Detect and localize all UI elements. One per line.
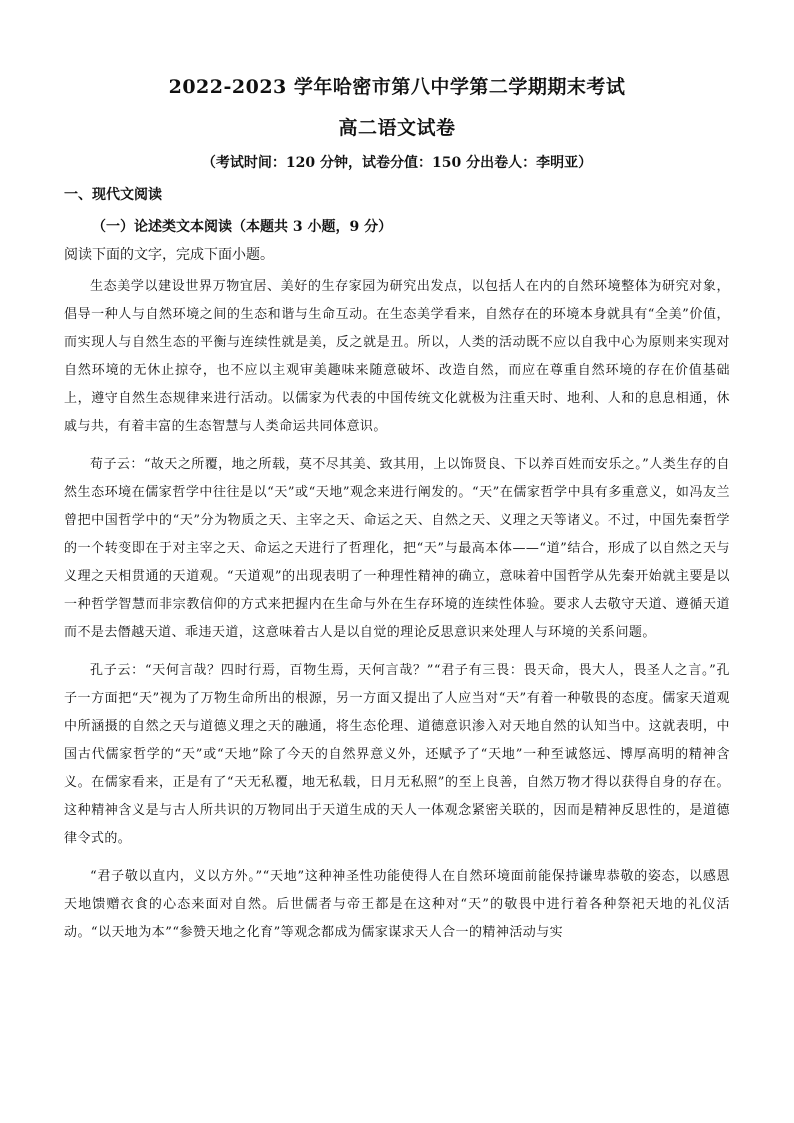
reading-instruction: 阅读下面的文字，完成下面小题。 <box>64 247 274 263</box>
exam-info: （考试时间：120 分钟，试卷分值：150 分出卷人：李明亚） <box>201 155 593 171</box>
exam-title: 2022-2023 学年哈密市第八中学第二学期期末考试 <box>168 76 626 98</box>
passage-paragraph: 孔子云：“天何言哉？四时行焉，百物生焉，天何言哉？”“君子有三畏：畏天命，畏大人，畏圣人之言。”孔子一方面把“天”视为了万物生命所出的根源，另一方面又提出了人应当对“天”有着一种敬畏的态度。儒家天道观中所涵摄的自然之天与道德义理之天的融通，将生态伦理、道德意识渗入对天地自然的认知当中。这就表明，中国古代儒家哲学的“天”或“天地”除了今天的自然界意义外，还赋予了“天地”一种至诚悠远、博厚高明的精神含义。在儒家看来，正是有了“天无私覆，地无私载，日月无私照”的至上良善，自然万物才得以获得自身的存在。这种精神含义是与古人所共识的万物同出于天道生成的天人一体观念紧密关联的，因而是精神反思性的，是道德律令式的。 <box>64 663 730 846</box>
passage-paragraph: 荀子云：“故天之所覆，地之所载，莫不尽其美、致其用，上以饰贤良、下以养百姓而安乐之。”人类生存的自然生态环境在儒家哲学中往往是以“天”或“天地”观念来进行阐发的。“天”在儒家哲学中具有多重意义，如冯友兰曾把中国哲学中的“天”分为物质之天、主宰之天、命运之天、自然之天、义理之天等诸义。不过，中国先秦哲学的一个转变即在于对主宰之天、命运之天进行了哲理化，把“天”与最高本体——“道”结合，形成了以自然之天与义理之天相贯通的天道观。“天道观”的出现表明了一种理性精神的确立，意味着中国哲学从先秦开始就主要是以一种哲学智慧而非宗教信仰的方式来把握内在生命与外在生存环境的连续性体验。要求人去敬守天道、遵循天道而不是去僭越天道、乖违天道，这意味着古人是以自觉的理论反思意识来处理人与环境的关系问题。 <box>64 457 730 640</box>
passage-paragraph: 生态美学以建设世界万物宜居、美好的生存家园为研究出发点，以包括人在内的自然环境整体为研究对象，倡导一种人与自然环境之间的生态和谐与生命互动。在生态美学看来，自然存在的环境本身就具有“全美”价值，而实现人与自然生态的平衡与连续性就是美，反之就是丑。所以，人类的活动既不应以自我中心为原则来实现对自然环境的无休止掠夺，也不应以主观审美趣味来随意破坏、改造自然，而应在尊重自然环境的存在价值基础上，遵守自然生态规律来进行活动。以儒家为代表的中国传统文化就极为注重天时、地利、人和的息息相通，休戚与共，有着丰富的生态智慧与人类命运共同体意识。 <box>64 279 730 434</box>
reading-passage <box>64 273 730 957</box>
passage-paragraph: “君子敬以直内，义以方外。”“天地”这种神圣性功能使得人在自然环境面前能保持谦卑恭敬的姿态，以感恩天地馈赠衣食的心态来面对自然。后世儒者与帝王都是在这种对“天”的敬畏中进行着各种祭祀天地的礼仪活动。“以天地为本”“参赞天地之化育”等观念都成为儒家谋求天人合一的精神活动与实 <box>64 869 730 940</box>
exam-subtitle: 高二语文试卷 <box>338 117 456 139</box>
subsection-heading: （一）论述类文本阅读（本题共 3 小题，9 分） <box>92 219 393 235</box>
section-heading: 一、现代文阅读 <box>64 187 162 203</box>
